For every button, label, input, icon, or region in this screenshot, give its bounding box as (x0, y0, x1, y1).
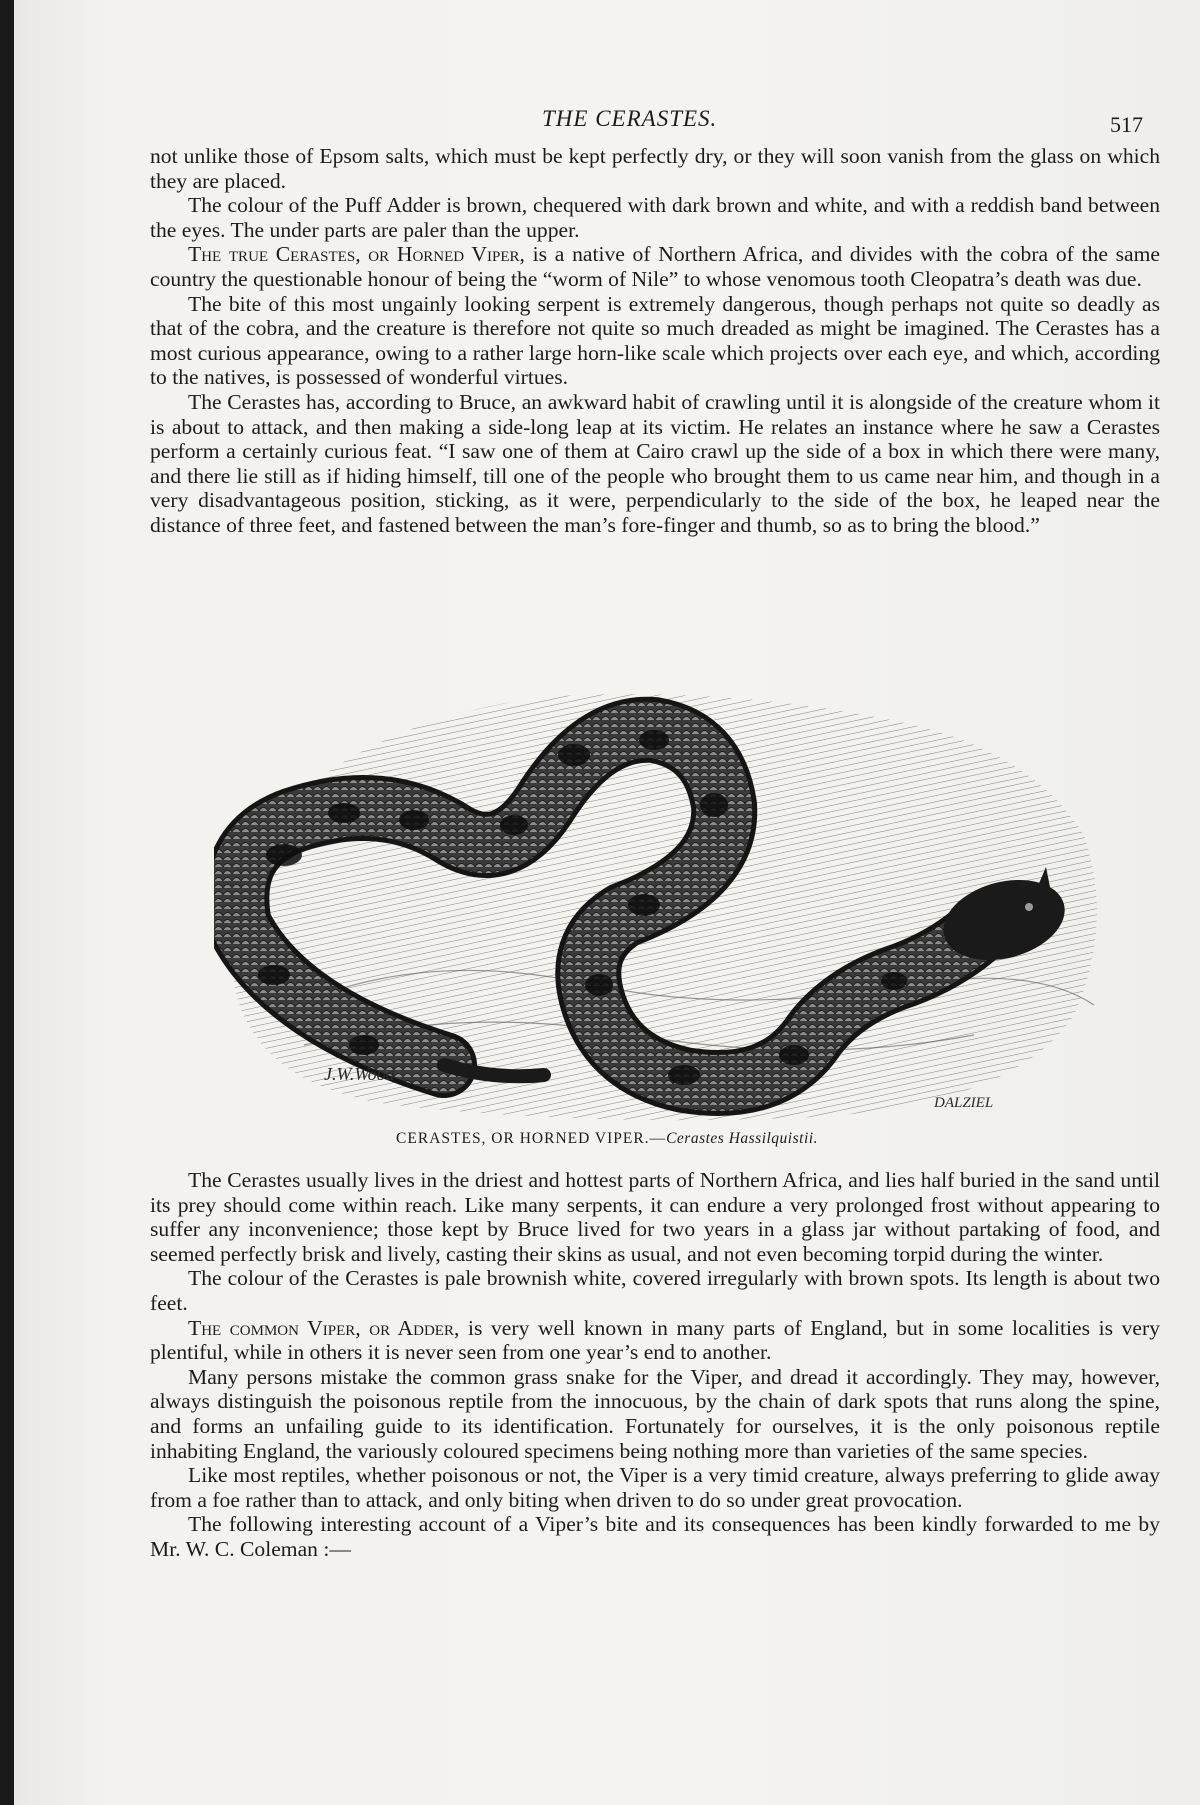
paragraph: The colour of the Puff Adder is brown, chequered with dark brown and white, and with a reddish band between the eyes. The under parts are paler than the upper. (150, 193, 1160, 242)
engraver-signature-left: J.W.Wood (324, 1064, 395, 1084)
paragraph: Many persons mistake the common grass snake for the Viper, and dread it accordingly. They may, however, always distinguish the poisonous reptile from the innocuous, by the chain of dark spots that runs along the spine, and forms an unfailing guide to its identification. Fortunately for ourselves, it is the only poisonous reptile inhabiting England, the variously coloured specimens being nothing more than varieties of the same species. (150, 1364, 1160, 1463)
figure-caption (14, 1130, 1200, 1148)
paragraph: The colour of the Cerastes is pale brownish white, covered irregularly with brown spots. Its length is about two feet. (150, 1266, 1160, 1315)
paragraph: The following interesting account of a Viper’s bite and its consequences has been kindly forwarded to me by Mr. W. C. Coleman :— (150, 1512, 1160, 1561)
paragraph: The Cerastes usually lives in the driest and hottest parts of Northern Africa, and lies half buried in the sand until its prey should come within reach. Like many serpents, it can endure a very prolonged frost without appearing to suffer any inconvenience; those kept by Bruce lived for two years in a glass jar without partaking of food, and seemed perfectly brisk and lively, casting their skins as usual, and not even becoming torpid during the winter. (150, 1168, 1160, 1266)
paragraph (150, 1316, 1160, 1365)
section-lead: The true Cerastes, or Horned Viper, (188, 242, 525, 267)
section-lead: The common Viper, or Adder, (188, 1315, 460, 1340)
paragraph: Like most reptiles, whether poisonous or not, the Viper is a very timid creature, always preferring to glide away from a foe rather than to attack, and only biting when driven to do so under great provocation. (150, 1463, 1160, 1512)
caption-main: CERASTES, OR HORNED VIPER.— (396, 1130, 667, 1147)
body-text-top (150, 144, 1160, 538)
page-header (14, 104, 1200, 144)
caption-latin-name: Cerastes Hassilquistii. (666, 1130, 818, 1147)
paragraph: not unlike those of Epsom salts, which must be kept perfectly dry, or they will soon vanish from the glass on which they are placed. (150, 144, 1160, 193)
paragraph-text: is a native of Northern Africa, and divides with the cobra of the same country the questionable honour of being the “worm of Nile” to whose venomous tooth Cleopatra’s death was due. (150, 242, 1160, 291)
running-title: THE CERASTES. (542, 106, 718, 131)
horned-viper-illustration (214, 685, 1124, 1130)
paragraph: The Cerastes has, according to Bruce, an awkward habit of crawling until it is alongside of the creature whom it is about to attack, and then making a side-long leap at its victim. He relates an instance where he saw a Cerastes perform a certainly curious feat. “I saw one of them at Cairo crawl up the side of a box in which there were many, and there lie still as if hiding himself, till one of the people who brought them to us came near him, and though in a very disadvantageous position, sticking, as it were, perpendicularly to the side of the box, he leaped near the distance of three feet, and fastened between the man’s fore-finger and thumb, so as to bring the blood.” (150, 389, 1160, 537)
engraver-signature-right: DALZIEL (934, 1095, 994, 1111)
page-number: 517 (1110, 112, 1143, 137)
engraving-horned-viper (214, 685, 1124, 1130)
body-text-bottom (150, 1168, 1160, 1562)
paragraph: The bite of this most ungainly looking serpent is extremely dangerous, though perhaps not quite so deadly as that of the cobra, and the creature is therefore not quite so much dreaded as might be imagined. The Cerastes has a most curious appearance, owing to a rather large horn-like scale which projects over each eye, and which, according to the natives, is possessed of wonderful virtues. (150, 291, 1160, 390)
paragraph-text: is very well known in many parts of England, but in some localities is very plentiful, while in others it is never seen from one year’s end to another. (150, 1315, 1160, 1365)
book-page (14, 0, 1200, 1805)
paragraph (150, 242, 1160, 291)
